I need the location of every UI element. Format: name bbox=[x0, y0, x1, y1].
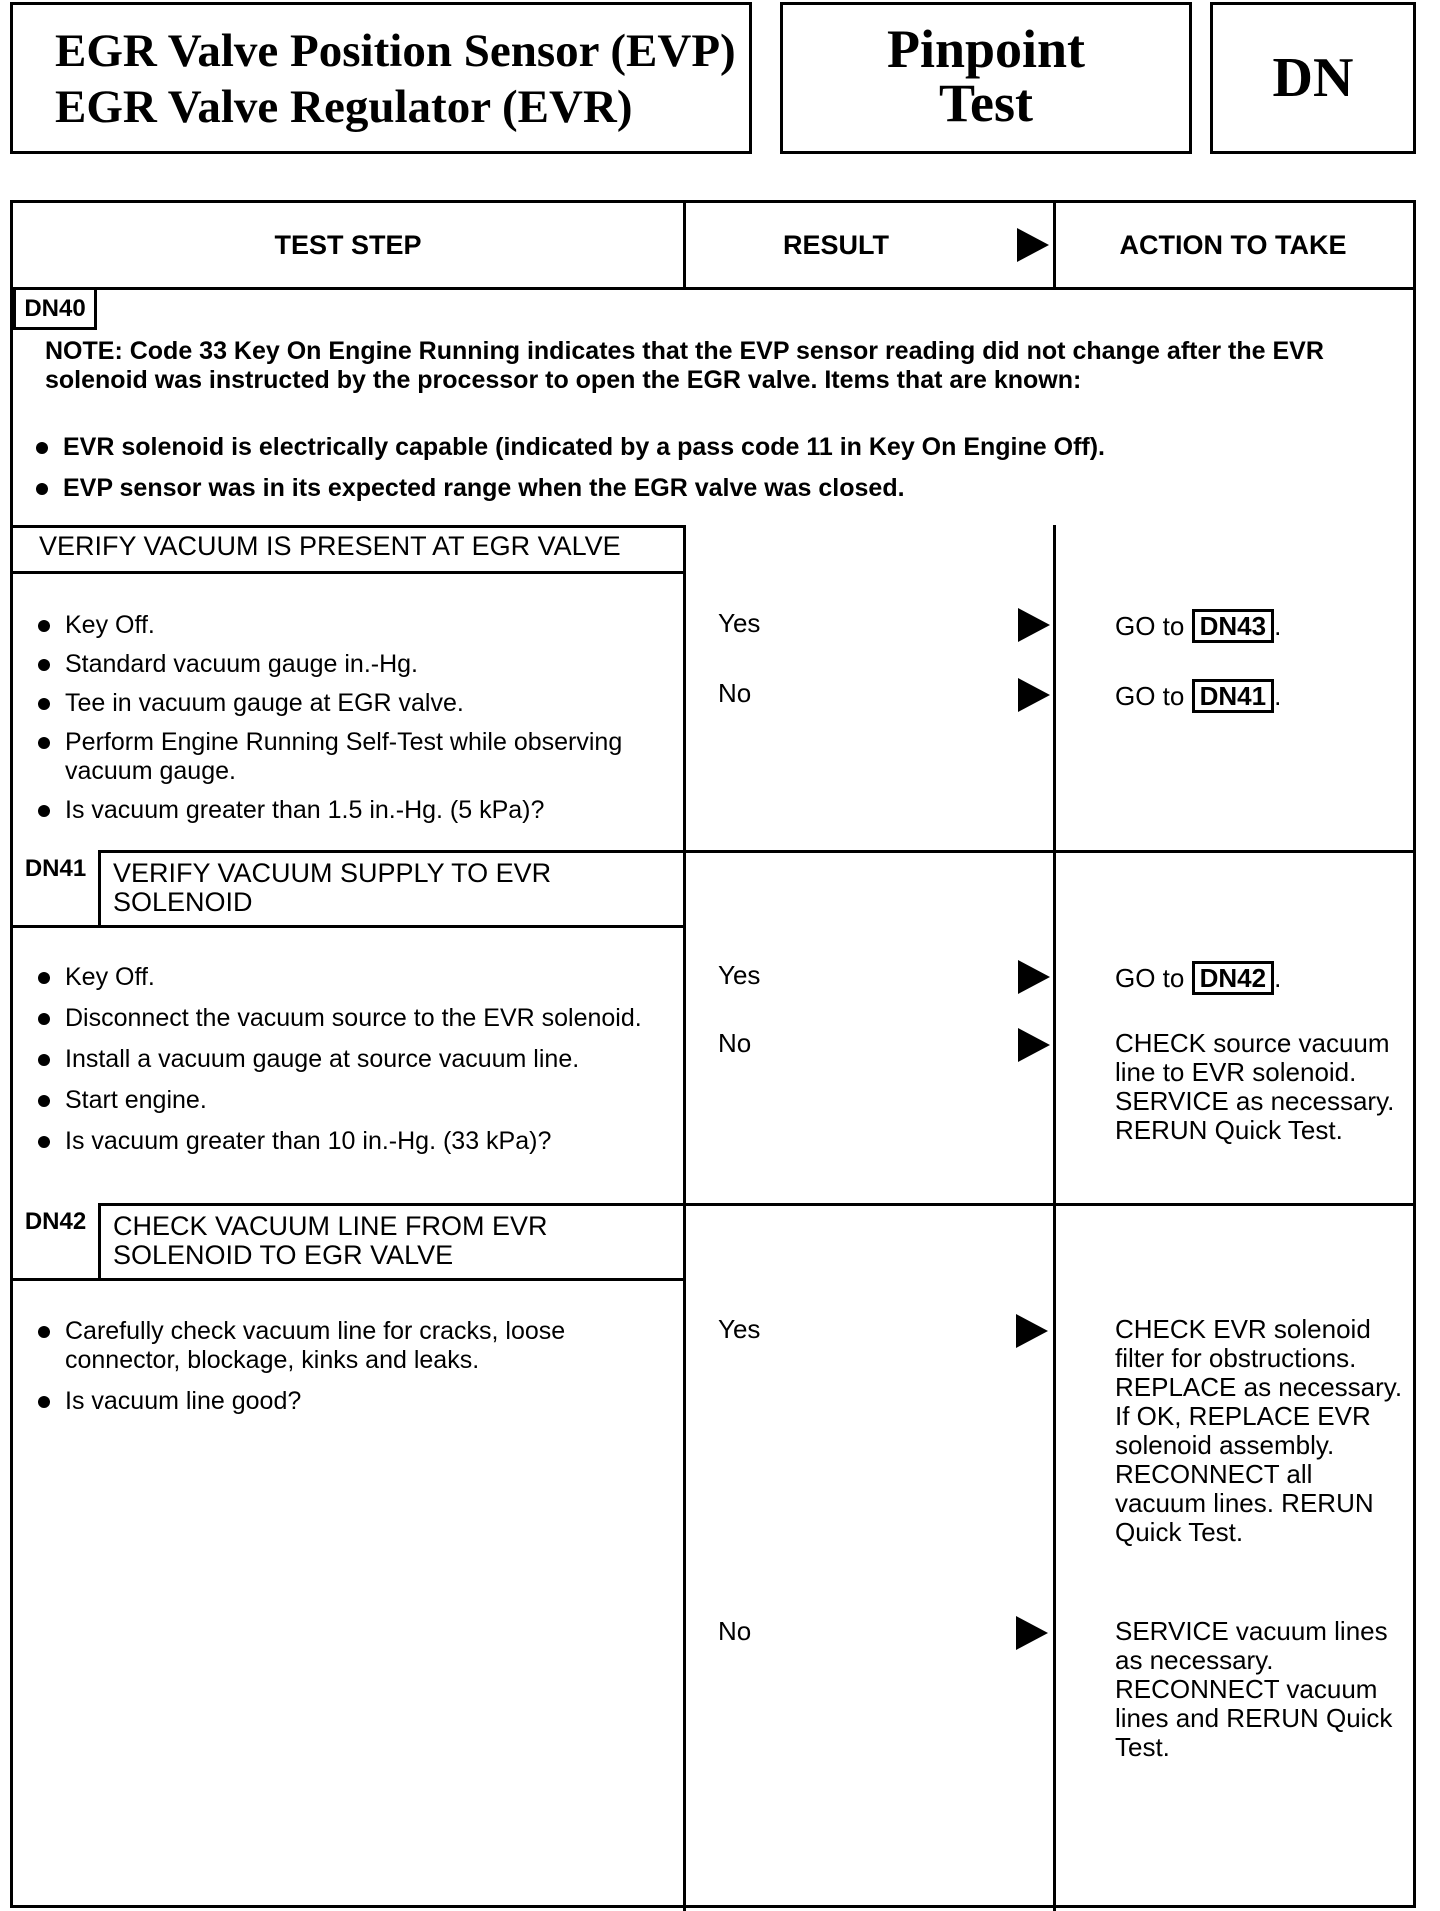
step-tag-dn41: DN41 bbox=[13, 850, 101, 925]
list-item: Perform Engine Running Self-Test while observing vacuum gauge. bbox=[35, 728, 675, 786]
dn41-action-no: CHECK source vacuum line to EVR solenoid. SERVICE as necessary. RERUN Quick Test. bbox=[1115, 1028, 1395, 1145]
list-item: Is vacuum greater than 1.5 in.-Hg. (5 kPa)? bbox=[35, 796, 675, 825]
divider-v2 bbox=[1053, 525, 1056, 1911]
dn41-yes-arrow-icon bbox=[1018, 960, 1050, 994]
list-item: Is vacuum greater than 10 in.-Hg. (33 kPa)? bbox=[35, 1127, 675, 1156]
step-tag-dn42: DN42 bbox=[13, 1203, 101, 1278]
column-header-action: ACTION TO TAKE bbox=[1119, 230, 1347, 260]
dn40-title-divider bbox=[13, 571, 683, 574]
list-item: Key Off. bbox=[35, 611, 675, 640]
dn42-result-no: No bbox=[718, 1616, 752, 1646]
dn41-step-title: VERIFY VACUUM SUPPLY TO EVR SOLENOID bbox=[113, 858, 552, 917]
dn40-note: NOTE: Code 33 Key On Engine Running indicates that the EVP sensor reading did not change after the EVR solenoid was instructed by the processor to open the EGR valve. Items that are known: bbox=[45, 337, 1324, 394]
dn40-no-arrow-icon bbox=[1018, 678, 1050, 712]
header-arrow-icon bbox=[1017, 228, 1049, 262]
note-bullet: EVP sensor was in its expected range when the EGR valve was closed. bbox=[33, 474, 1383, 503]
column-header-test-step: TEST STEP bbox=[274, 230, 422, 260]
dn42-bullets bbox=[35, 1317, 675, 1416]
dn40-bullets bbox=[35, 611, 675, 825]
list-item: Carefully check vacuum line for cracks, loose connector, blockage, kinks and leaks. bbox=[35, 1317, 675, 1375]
dn42-no-arrow-icon bbox=[1016, 1616, 1048, 1650]
header-divider-v1 bbox=[683, 203, 686, 287]
dn41-action-yes bbox=[1115, 961, 1281, 995]
dn42-result-yes: Yes bbox=[718, 1314, 761, 1344]
dn42-action-no: SERVICE vacuum lines as necessary. RECONNECT vacuum lines and RERUN Quick Test. bbox=[1115, 1616, 1393, 1762]
action-prefix: GO to bbox=[1115, 611, 1185, 641]
dn41-result-yes: Yes bbox=[718, 960, 761, 990]
dn41-result-no: No bbox=[718, 1028, 752, 1058]
action-prefix: GO to bbox=[1115, 963, 1185, 993]
list-item: Is vacuum line good? bbox=[35, 1387, 675, 1416]
divider-v1 bbox=[683, 525, 686, 1911]
title-line-2: EGR Valve Regulator (EVR) bbox=[55, 81, 633, 133]
dn42-step-title: CHECK VACUUM LINE FROM EVR SOLENOID TO EGR VALVE bbox=[113, 1211, 548, 1270]
dn40-action-no bbox=[1115, 679, 1281, 713]
column-header-result: RESULT bbox=[783, 230, 889, 260]
period: . bbox=[1274, 963, 1282, 993]
period: . bbox=[1274, 611, 1282, 641]
header-divider-v2 bbox=[1053, 203, 1056, 287]
dn41-top-line bbox=[13, 850, 1413, 853]
dn42-title-divider bbox=[13, 1278, 683, 1281]
ref-dn42[interactable]: DN42 bbox=[1192, 961, 1274, 995]
header-divider bbox=[13, 287, 1413, 290]
step-tag-dn40: DN40 bbox=[13, 287, 97, 330]
ref-dn43[interactable]: DN43 bbox=[1192, 609, 1274, 643]
document-title bbox=[10, 2, 752, 154]
pinpoint-line-2: Test bbox=[938, 73, 1034, 133]
pinpoint-test-table bbox=[10, 200, 1416, 1908]
pinpoint-line-1: Pinpoint bbox=[886, 19, 1086, 79]
dn41-title-divider bbox=[13, 925, 683, 928]
dn42-yes-arrow-icon bbox=[1016, 1314, 1048, 1348]
note-bullet: EVR solenoid is electrically capable (indicated by a pass code 11 in Key On Engine Off). bbox=[33, 433, 1383, 462]
dn40-step-top-line bbox=[13, 525, 683, 528]
list-item: Disconnect the vacuum source to the EVR solenoid. bbox=[35, 1004, 675, 1033]
dn40-action-yes bbox=[1115, 609, 1281, 643]
list-item: Start engine. bbox=[35, 1086, 675, 1115]
dn42-action-yes: CHECK EVR solenoid filter for obstructions. REPLACE as necessary. If OK, REPLACE EVR solenoid assembly. RECONNECT all vacuum lines. RERUN Quick Test. bbox=[1115, 1314, 1403, 1547]
action-prefix: GO to bbox=[1115, 681, 1185, 711]
dn40-step-title: VERIFY VACUUM IS PRESENT AT EGR VALVE bbox=[39, 531, 621, 561]
list-item: Standard vacuum gauge in.-Hg. bbox=[35, 650, 675, 679]
title-line-1: EGR Valve Position Sensor (EVP) bbox=[55, 25, 736, 77]
dn42-top-line bbox=[13, 1203, 1413, 1206]
dn41-bullets bbox=[35, 963, 675, 1156]
period: . bbox=[1274, 681, 1282, 711]
list-item: Install a vacuum gauge at source vacuum line. bbox=[35, 1045, 675, 1074]
dn40-result-yes: Yes bbox=[718, 608, 761, 638]
dn41-no-arrow-icon bbox=[1018, 1028, 1050, 1062]
dn40-note-bullets bbox=[33, 433, 1383, 503]
list-item: Tee in vacuum gauge at EGR valve. bbox=[35, 689, 675, 718]
dn40-yes-arrow-icon bbox=[1018, 608, 1050, 642]
dn40-result-no: No bbox=[718, 678, 752, 708]
list-item: Key Off. bbox=[35, 963, 675, 992]
ref-dn41[interactable]: DN41 bbox=[1192, 679, 1274, 713]
pinpoint-test-label bbox=[780, 2, 1192, 154]
test-code: DN bbox=[1210, 2, 1416, 154]
